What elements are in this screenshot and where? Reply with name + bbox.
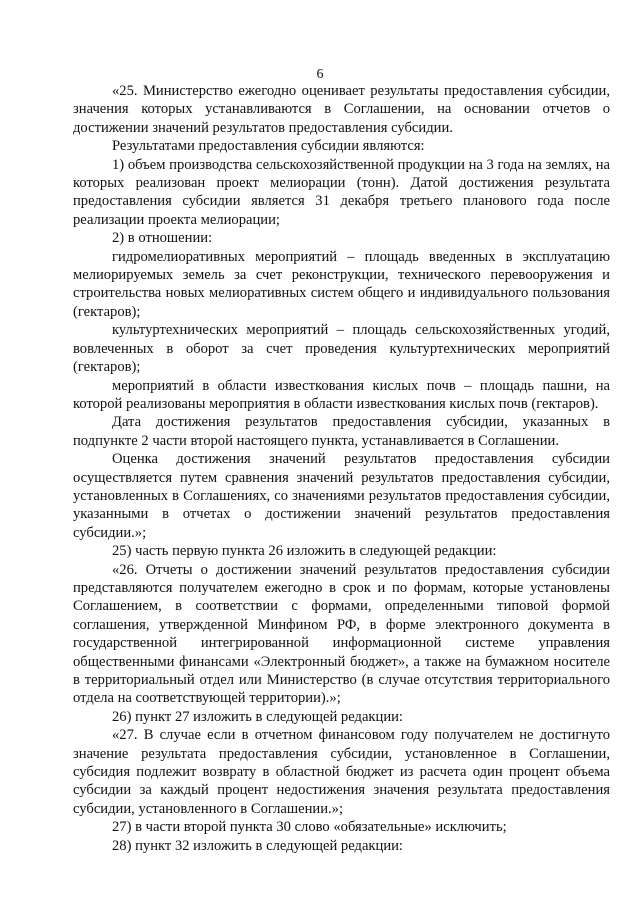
paragraph-cultural-measures: культуртехнических мероприятий – площадь сельскохозяйственных угодий, вовлеченных в оборот за счет проведения культуртехнических мероприятий (гектаров); xyxy=(73,322,610,376)
page-number: 6 xyxy=(316,67,324,82)
paragraph-result-1: 1) объем производства сельскохозяйственной продукции на 3 года на землях, на которых реализован проект мелиорации (тонн). Датой достижения результата предоставления субсидии является 31 декабря третьего планового года после реализации проекта мелиорации; xyxy=(73,156,610,228)
paragraph-amendment-25: 25) часть первую пункта 26 изложить в следующей редакции: xyxy=(112,543,497,560)
paragraph-result-2-intro: 2) в отношении: xyxy=(112,230,213,247)
paragraph-clause-27: «27. В случае если в отчетном финансовом году получателем не достигнуто значение результата предоставления субсидии, установленное в Соглашении, субсидия подлежит возврату в областной бюджет из расчета один процент объема субсидии за каждый процент недостижения значения результата предоставления субсидии, установленного в Соглашении.»; xyxy=(73,727,610,817)
paragraph-amendment-27: 27) в части второй пункта 30 слово «обязательные» исключить; xyxy=(112,819,507,836)
paragraph-results-intro: Результатами предоставления субсидии являются: xyxy=(112,138,425,155)
paragraph-achievement-date: Дата достижения результатов предоставления субсидии, указанных в подпункте 2 части второй настоящего пункта, устанавливается в Соглашении. xyxy=(73,414,610,449)
paragraph-clause-25: «25. Министерство ежегодно оценивает результаты предоставления субсидии, значения которых устанавливаются в Соглашении, на основании отчетов о достижении значений результатов предоставления субсидии. xyxy=(73,83,610,136)
paragraph-clause-26: «26. Отчеты о достижении значений результатов предоставления субсидии представляются получателем ежегодно в срок и по формам, которые установлены Соглашением, в соответствии с формами, определенными типовой формой соглашения, утвержденной Минфином РФ, в форме электронного документа в государственной интегрированной информационной системе управления общественными финансами «Электронный бюджет», а также на бумажном носителе в территориальный отдел или Министерство (в случае отсутствия территориального отдела на соответствующей территории).»; xyxy=(73,561,610,707)
document-body xyxy=(73,82,610,855)
paragraph-amendment-26: 26) пункт 27 изложить в следующей редакции: xyxy=(112,708,403,725)
paragraph-hydro-measures: гидромелиоративных мероприятий – площадь введенных в эксплуатацию мелиорируемых земель за счет реконструкции, технического перевооружения и строительства новых мелиоративных систем общего и индивидуального пользования (гектаров); xyxy=(73,248,610,320)
paragraph-evaluation: Оценка достижения значений результатов предоставления субсидии осуществляется путем сравнения значений результатов предоставления субсидии, установленных в Соглашениях, со значениями результатов предоставления субсидии, указанными в отчетах о достижении значений результатов предоставления субсидии.»; xyxy=(73,451,610,541)
paragraph-amendment-28: 28) пункт 32 изложить в следующей редакции: xyxy=(112,837,403,854)
paragraph-liming-measures: мероприятий в области известкования кислых почв – площадь пашни, на которой реализованы мероприятия в области известкования кислых почв (гектаров). xyxy=(73,377,610,412)
